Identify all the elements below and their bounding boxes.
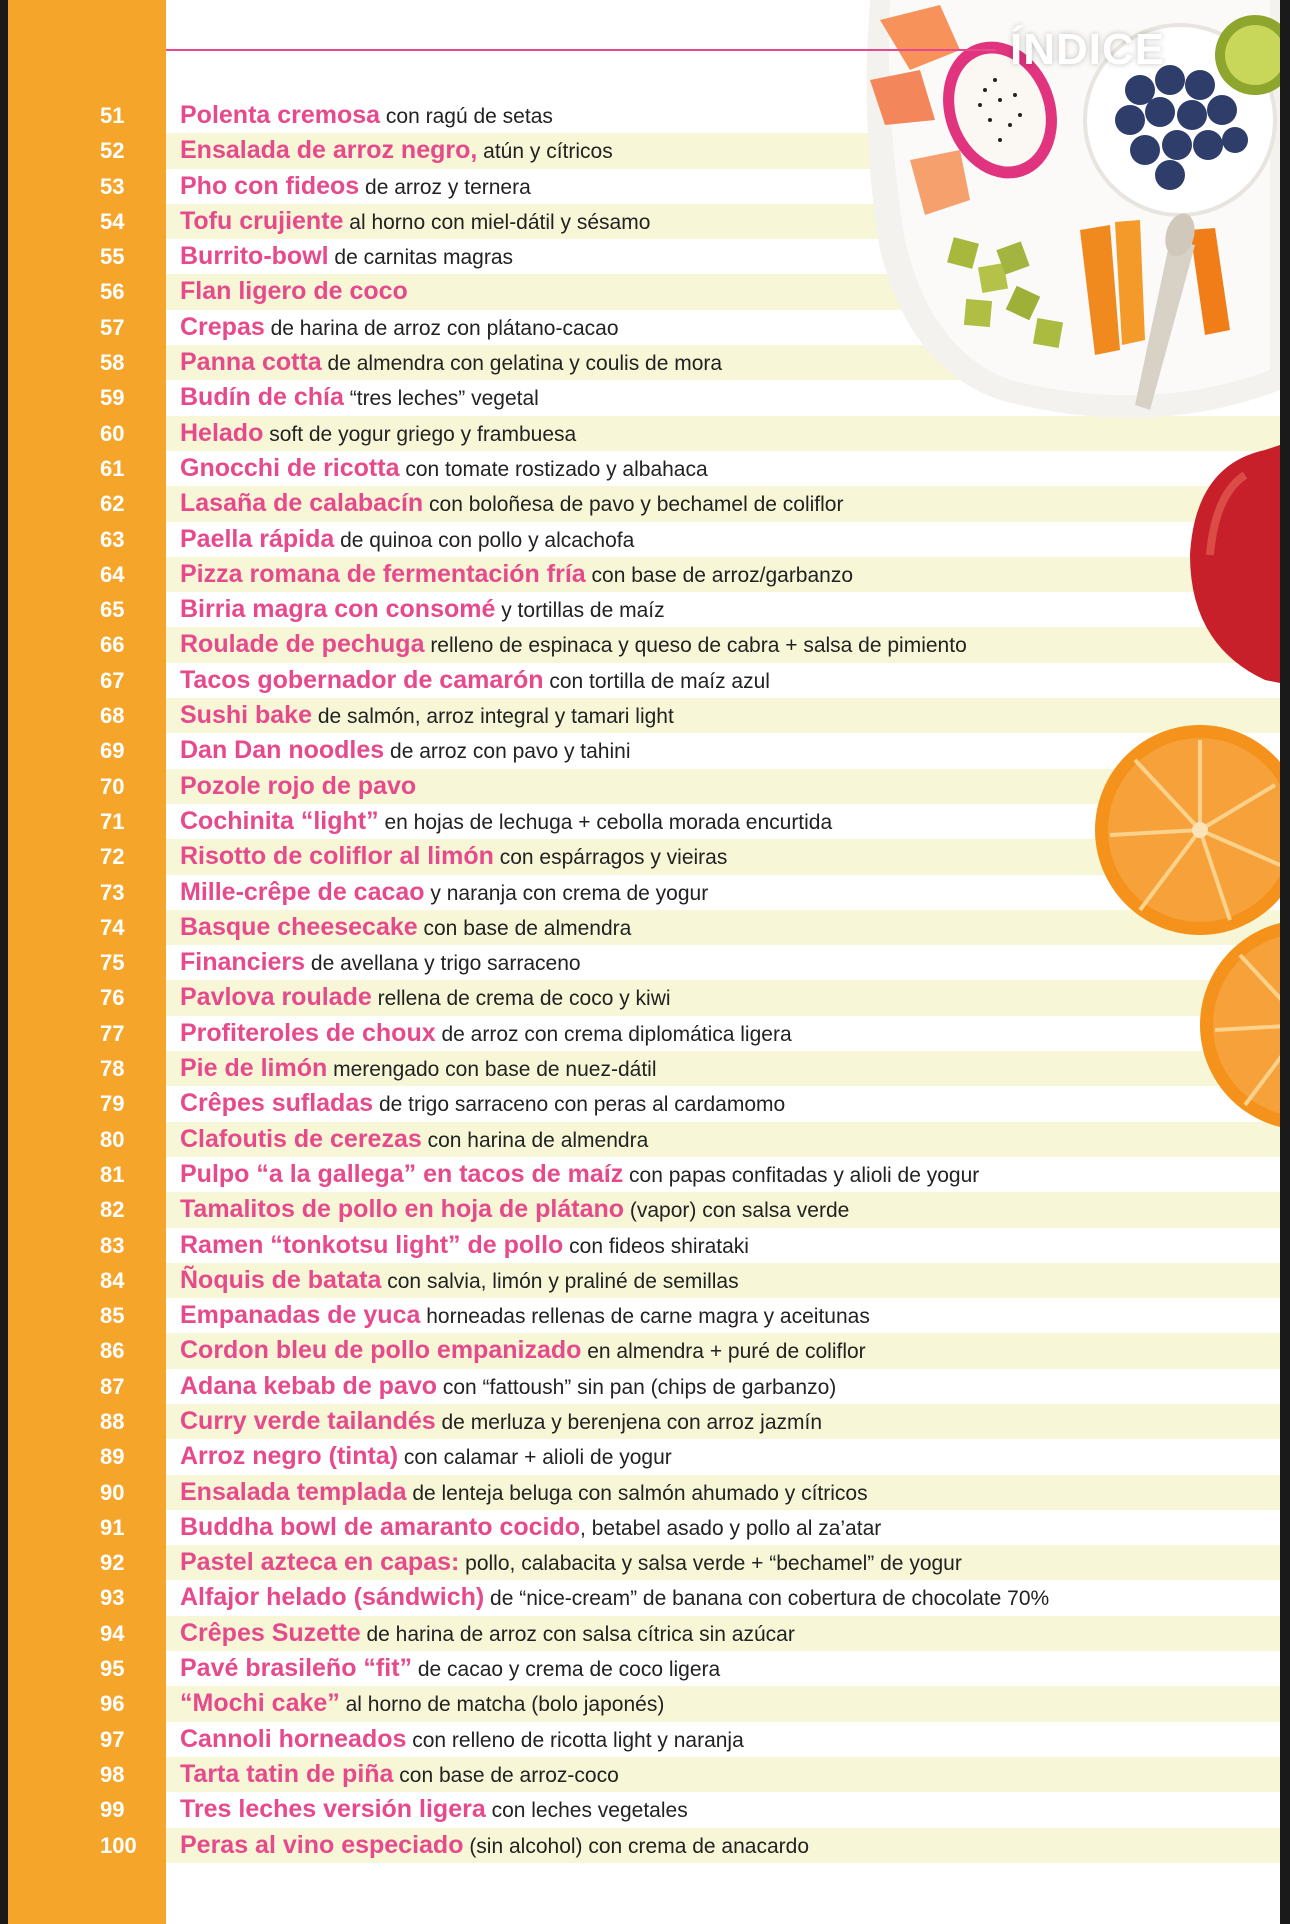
index-row [0, 1051, 1280, 1086]
entry-description: con espárragos y vieiras [493, 846, 728, 870]
entry-text [180, 204, 650, 240]
entry-number: 87 [100, 1373, 125, 1399]
entry-number: 59 [100, 385, 125, 411]
entry-number: 86 [100, 1338, 125, 1364]
entry-text [180, 910, 631, 946]
entry-description: y naranja con crema de yogur [424, 881, 709, 905]
entry-text [180, 1122, 648, 1158]
entry-number: 70 [100, 773, 125, 799]
entry-number: 88 [100, 1408, 125, 1434]
entry-description: de lenteja beluga con salmón ahumado y cítricos [406, 1481, 868, 1505]
entry-title: Crepas [180, 312, 265, 341]
index-row [0, 1510, 1280, 1545]
page-title: ÍNDICE [1010, 25, 1166, 74]
entry-title: Pozole rojo de pavo [180, 771, 417, 800]
entry-description: con ragú de setas [380, 105, 553, 128]
entry-description: horneadas rellenas de carne magra y aceitunas [420, 1305, 870, 1329]
entry-description: con base de arroz-coco [393, 1763, 619, 1787]
entry-description: de arroz con crema diplomática ligera [435, 1022, 792, 1046]
index-row [0, 1757, 1280, 1792]
entry-text [180, 733, 631, 769]
entry-description: atún y cítricos [477, 140, 613, 164]
index-row [0, 875, 1280, 910]
entry-description: de arroz y ternera [359, 175, 531, 199]
entry-text [180, 1298, 870, 1334]
entry-number: 82 [100, 1197, 125, 1223]
entry-title: Tofu crujiente [180, 206, 344, 235]
entry-title: Cordon bleu de pollo empanizado [180, 1336, 582, 1365]
entry-description: rellena de crema de coco y kiwi [371, 987, 671, 1011]
entry-title: Basque cheesecake [180, 912, 418, 941]
entry-title: Tres leches versión ligera [180, 1795, 486, 1824]
entry-title: Lasaña de calabacín [180, 489, 424, 518]
entry-number: 67 [100, 667, 125, 693]
index-row [0, 733, 1280, 768]
entry-description: al horno con miel-dátil y sésamo [343, 210, 651, 234]
entry-description: en hojas de lechuga + cebolla morada encurtida [378, 810, 833, 834]
entry-title: Cochinita “light” [180, 806, 379, 835]
entry-text [180, 980, 671, 1016]
entry-text [180, 1545, 962, 1581]
entry-text [180, 1404, 822, 1440]
entry-number: 56 [100, 279, 125, 305]
entry-number: 76 [100, 985, 125, 1011]
entry-title: Cannoli horneados [180, 1724, 407, 1753]
entry-text [180, 1016, 792, 1052]
entry-title: Ramen “tonkotsu light” de pollo [180, 1230, 564, 1259]
entry-title: Ensalada de arroz negro, [180, 136, 478, 165]
entry-title: Crêpes Suzette [180, 1618, 361, 1647]
index-row [0, 1192, 1280, 1227]
entry-number: 72 [100, 844, 125, 870]
entry-number: 85 [100, 1303, 125, 1329]
index-row [0, 839, 1280, 874]
entry-title: “Mochi cake” [180, 1689, 340, 1718]
entry-description: con tomate rostizado y albahaca [399, 457, 708, 481]
entry-text [180, 1828, 809, 1864]
entry-text [180, 1051, 657, 1087]
entry-number: 73 [100, 879, 125, 905]
entry-text [180, 1686, 664, 1722]
entry-title: Profiteroles de choux [180, 1018, 436, 1047]
entry-text [180, 1651, 720, 1687]
entry-number: 94 [100, 1620, 125, 1646]
index-row [0, 451, 1280, 486]
entry-description: con tortilla de maíz azul [543, 669, 770, 693]
entry-number: 53 [100, 173, 125, 199]
entry-title: Tarta tatin de piña [180, 1759, 394, 1788]
entry-title: Tacos gobernador de camarón [180, 665, 544, 694]
index-row [0, 557, 1280, 592]
entry-number: 58 [100, 350, 125, 376]
entry-description: (sin alcohol) con crema de anacardo [463, 1834, 809, 1858]
index-row [0, 1086, 1280, 1121]
entry-text [180, 875, 708, 911]
index-row [0, 1545, 1280, 1580]
entry-description: merengado con base de nuez-dátil [327, 1058, 657, 1082]
index-row [0, 1828, 1280, 1863]
entry-number: 62 [100, 491, 125, 517]
entry-text [180, 1333, 866, 1369]
entry-text [180, 1263, 739, 1299]
entry-text [180, 133, 613, 169]
entry-description: con leches vegetales [485, 1799, 688, 1823]
entry-text [180, 486, 843, 522]
entry-number: 52 [100, 138, 125, 164]
entry-description: con base de almendra [417, 916, 632, 940]
entry-text [180, 592, 665, 628]
entry-number: 69 [100, 738, 125, 764]
entry-number: 83 [100, 1232, 125, 1258]
entry-description: relleno de espinaca y queso de cabra + salsa de pimiento [424, 634, 967, 658]
entry-title: Panna cotta [180, 348, 322, 377]
index-row [0, 1404, 1280, 1439]
entry-title: Pulpo “a la gallega” en tacos de maíz [180, 1159, 624, 1188]
entry-title: Pie de limón [180, 1054, 328, 1083]
entry-description: de harina de arroz con plátano-cacao [264, 316, 619, 340]
index-row [0, 1369, 1280, 1404]
entry-text [180, 1722, 744, 1758]
index-row [0, 1122, 1280, 1157]
index-row [0, 522, 1280, 557]
entry-text [180, 1475, 868, 1511]
entry-text [180, 1192, 849, 1228]
entry-title: Financiers [180, 948, 306, 977]
entry-description: “tres leches” vegetal [343, 387, 539, 411]
entry-description: con boloñesa de pavo y bechamel de coliflor [423, 493, 844, 517]
entry-title: Helado [180, 418, 264, 447]
index-row [0, 1651, 1280, 1686]
index-row [0, 1580, 1280, 1615]
entry-text [180, 1757, 619, 1793]
entry-number: 71 [100, 808, 125, 834]
index-row [0, 1298, 1280, 1333]
entry-description: con “fattoush” sin pan (chips de garbanzo) [437, 1375, 837, 1399]
entry-title: Burrito-bowl [180, 242, 329, 271]
orange-half-image [1195, 910, 1280, 1140]
entry-description: de quinoa con pollo y alcachofa [334, 528, 635, 552]
entry-text [180, 451, 708, 487]
entry-description: , betabel asado y pollo al za’atar [580, 1516, 882, 1540]
index-row [0, 910, 1280, 945]
entry-text [180, 98, 553, 134]
entry-number: 78 [100, 1056, 125, 1082]
entry-description: de cacao y crema de coco ligera [412, 1658, 721, 1682]
index-row [0, 1792, 1280, 1827]
entry-description: de arroz con pavo y tahini [384, 740, 631, 764]
entry-description: con harina de almendra [421, 1128, 649, 1152]
entry-title: Arroz negro (tinta) [180, 1442, 399, 1471]
index-row [0, 1722, 1280, 1757]
entry-title: Mille-crêpe de cacao [180, 877, 425, 906]
entry-number: 51 [100, 103, 125, 128]
entry-title: Pavé brasileño “fit” [180, 1654, 413, 1683]
entry-title: Paella rápida [180, 524, 335, 553]
entry-number: 96 [100, 1691, 125, 1717]
entry-number: 54 [100, 208, 125, 234]
entry-title: Pavlova roulade [180, 983, 372, 1012]
entry-text [180, 1228, 749, 1264]
entry-description: de “nice-cream” de banana con cobertura de chocolate 70% [484, 1587, 1050, 1611]
entry-title: Gnocchi de ricotta [180, 453, 400, 482]
entry-description: (vapor) con salsa verde [624, 1199, 850, 1223]
entry-description: al horno de matcha (bolo japonés) [339, 1693, 665, 1717]
entry-title: Empanadas de yuca [180, 1301, 421, 1330]
entry-text [180, 345, 722, 381]
index-row [0, 663, 1280, 698]
entry-text [180, 1439, 672, 1475]
entry-text [180, 663, 770, 699]
entry-number: 100 [100, 1832, 137, 1858]
entry-description: de carnitas magras [328, 246, 514, 270]
index-row [0, 1616, 1280, 1651]
entry-description: de trigo sarraceno con peras al cardamomo [373, 1093, 786, 1117]
entry-text [180, 169, 531, 205]
entry-number: 66 [100, 632, 125, 658]
entry-number: 68 [100, 703, 125, 729]
index-row [0, 945, 1280, 980]
entry-title: Sushi bake [180, 701, 312, 730]
entry-text [180, 416, 576, 452]
entry-description: soft de yogur griego y frambuesa [263, 422, 577, 446]
entry-number: 81 [100, 1161, 125, 1187]
entry-number: 98 [100, 1761, 125, 1787]
index-row [0, 627, 1280, 662]
entry-text [180, 1616, 795, 1652]
entry-title: Budín de chía [180, 383, 344, 412]
entry-text [180, 239, 513, 275]
index-row [0, 1333, 1280, 1368]
entry-title: Pastel azteca en capas: [180, 1548, 460, 1577]
entry-title: Curry verde tailandés [180, 1406, 436, 1435]
entry-title: Flan ligero de coco [180, 277, 408, 306]
entry-text [180, 1580, 1049, 1616]
entry-title: Crêpes sufladas [180, 1089, 374, 1118]
entry-number: 95 [100, 1656, 125, 1682]
entry-number: 84 [100, 1267, 125, 1293]
entry-title: Dan Dan noodles [180, 736, 385, 765]
index-row [0, 1439, 1280, 1474]
entry-title: Alfajor helado (sándwich) [180, 1583, 485, 1612]
entry-text [180, 1510, 881, 1546]
index-row [0, 592, 1280, 627]
entry-number: 80 [100, 1126, 125, 1152]
entry-number: 90 [100, 1479, 125, 1505]
index-row [0, 1686, 1280, 1721]
entry-number: 75 [100, 950, 125, 976]
entry-number: 79 [100, 1091, 125, 1117]
entry-title: Buddha bowl de amaranto cocido [180, 1512, 581, 1541]
entry-title: Ñoquis de batata [180, 1265, 382, 1294]
entry-description: con salvia, limón y praliné de semillas [381, 1269, 739, 1293]
entry-title: Tamalitos de pollo en hoja de plátano [180, 1195, 625, 1224]
entry-description: con calamar + alioli de yogur [398, 1446, 672, 1470]
index-row [0, 486, 1280, 521]
right-frame [1280, 0, 1290, 1924]
entry-number: 91 [100, 1514, 125, 1540]
entry-number: 65 [100, 597, 125, 623]
entry-number: 93 [100, 1585, 125, 1611]
apple-image [1185, 445, 1280, 685]
entry-description: con papas confitadas y alioli de yogur [623, 1163, 980, 1187]
entry-text [180, 1369, 836, 1405]
entry-description: de almendra con gelatina y coulis de mora [321, 352, 723, 376]
entry-title: Clafoutis de cerezas [180, 1124, 422, 1153]
entry-number: 55 [100, 244, 125, 270]
index-row [0, 1263, 1280, 1298]
index-row [0, 1157, 1280, 1192]
index-row [0, 980, 1280, 1015]
entry-description: con fideos shirataki [563, 1234, 749, 1258]
entry-title: Polenta cremosa [180, 101, 381, 129]
entry-number: 57 [100, 314, 125, 340]
entry-number: 60 [100, 420, 125, 446]
entry-title: Pho con fideos [180, 171, 360, 200]
entry-description: de salmón, arroz integral y tamari light [312, 705, 674, 729]
entry-text [180, 380, 539, 416]
entry-number: 61 [100, 455, 125, 481]
entry-text [180, 627, 967, 663]
entry-text [180, 557, 853, 593]
entry-text [180, 945, 581, 981]
entry-title: Pizza romana de fermentación fría [180, 559, 586, 588]
entry-description: de harina de arroz con salsa cítrica sin azúcar [360, 1622, 795, 1646]
entry-description: pollo, calabacita y salsa verde + “bechamel” de yogur [459, 1552, 962, 1576]
entry-number: 64 [100, 561, 125, 587]
entry-number: 97 [100, 1726, 125, 1752]
entry-title: Ensalada templada [180, 1477, 407, 1506]
entry-number: 77 [100, 1020, 125, 1046]
index-row [0, 804, 1280, 839]
entry-number: 63 [100, 526, 125, 552]
index-row [0, 769, 1280, 804]
index-row [0, 1475, 1280, 1510]
entry-text [180, 522, 634, 558]
entry-description: con base de arroz/garbanzo [585, 563, 854, 587]
entry-title: Adana kebab de pavo [180, 1371, 438, 1400]
entry-text [180, 1792, 688, 1828]
entry-text [180, 1086, 785, 1122]
entry-text [180, 804, 832, 840]
entry-title: Peras al vino especiado [180, 1830, 464, 1859]
entry-description: de merluza y berenjena con arroz jazmín [435, 1410, 823, 1434]
entry-description: con relleno de ricotta light y naranja [406, 1728, 744, 1752]
entry-text [180, 698, 674, 734]
entry-title: Risotto de coliflor al limón [180, 842, 494, 871]
entry-text [180, 1157, 979, 1193]
entry-title: Roulade de pechuga [180, 630, 425, 659]
entry-text [180, 839, 727, 875]
entry-description: de avellana y trigo sarraceno [305, 952, 581, 976]
entry-number: 74 [100, 914, 125, 940]
entry-number: 89 [100, 1444, 125, 1470]
entry-text [180, 274, 408, 310]
index-row [0, 698, 1280, 733]
entry-number: 92 [100, 1550, 125, 1576]
index-row [0, 1016, 1280, 1051]
entry-number: 99 [100, 1797, 125, 1823]
entry-description: en almendra + puré de coliflor [581, 1340, 866, 1364]
entry-text [180, 769, 416, 805]
entry-description: y tortillas de maíz [495, 599, 665, 623]
header-rule [166, 49, 996, 51]
entry-title: Birria magra con consomé [180, 595, 496, 624]
entry-text [180, 310, 619, 346]
index-row [0, 1228, 1280, 1263]
